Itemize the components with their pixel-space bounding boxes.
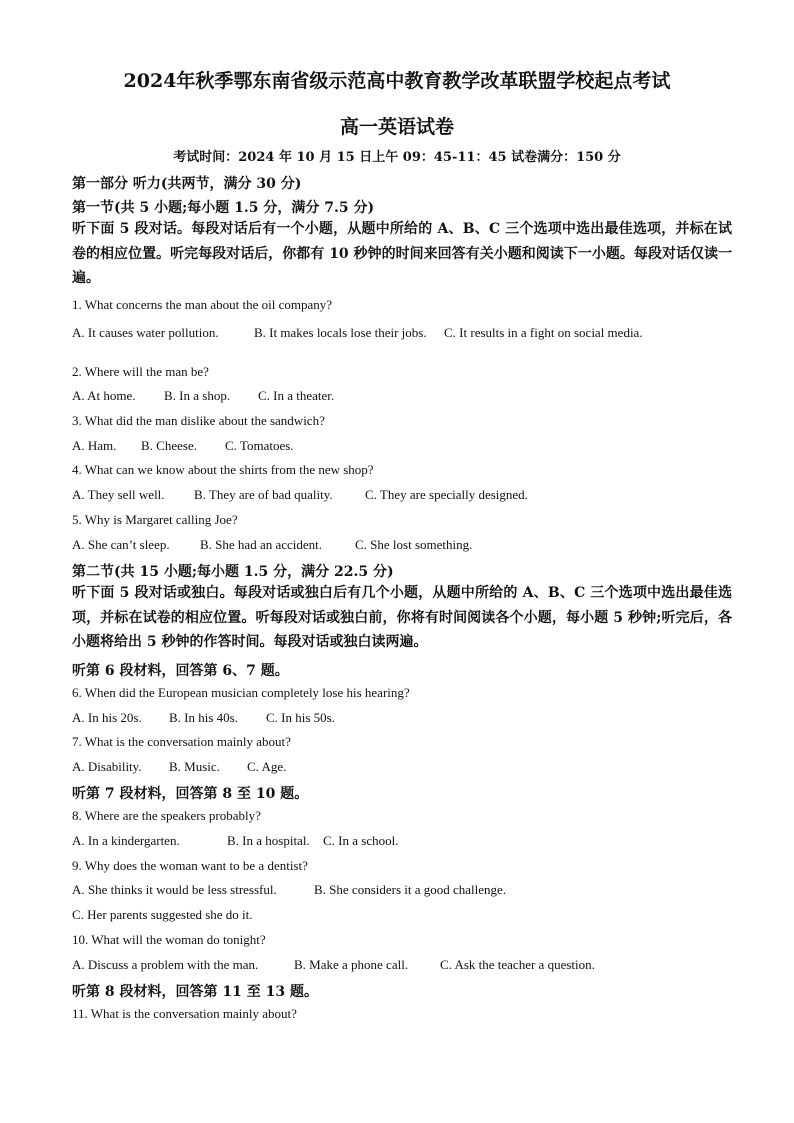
option-b: B. She considers it a good challenge.: [314, 882, 507, 897]
question-1: 1. What concerns the man about the oil company?: [72, 297, 333, 312]
option-c: C. Ask the teacher a question.: [440, 957, 595, 972]
option-a: A. Disability.: [72, 759, 142, 774]
section2-instructions: 听下面 5 段对话或独白。每段对话或独白后有几个小题，从题中所给的 A、B、C 三个选项中选出最佳选项，并标在试卷的相应位置。听每段对话或独白前，你将有时间阅读各个小题，每小题 5 秒钟;听完后，各小题将给出 5 秒钟的作答时间。每段对话或独白读两遍。: [72, 585, 732, 650]
question-6-options: [72, 710, 335, 726]
question-7: 7. What is the conversation mainly about?: [72, 734, 291, 749]
option-b: B. In a hospital.: [227, 833, 310, 848]
question-10: 10. What will the woman do tonight?: [72, 932, 266, 947]
question-5-options: [72, 537, 472, 553]
option-a: A. Ham.: [72, 438, 117, 453]
option-c: C. She lost something.: [355, 537, 473, 552]
question-1-options: [72, 325, 643, 341]
question-9: 9. Why does the woman want to be a dentist?: [72, 858, 308, 873]
option-a: A. At home.: [72, 388, 136, 403]
option-b: B. In a shop.: [164, 388, 231, 403]
option-a: A. She can’t sleep.: [72, 537, 170, 552]
option-a: A. In a kindergarten.: [72, 833, 180, 848]
material-6-heading: 听第 6 段材料，回答第 6、7 题。: [72, 663, 289, 679]
section2-heading: 第二节(共 15 小题;每小题 1.5 分，满分 22.5 分): [72, 564, 394, 580]
question-4: 4. What can we know about the shirts from the new shop?: [72, 462, 374, 477]
question-3-options: [72, 438, 294, 454]
option-b: B. Make a phone call.: [294, 957, 409, 972]
question-7-options: [72, 759, 286, 775]
option-a: A. She thinks it would be less stressful.: [72, 882, 277, 897]
option-a: A. It causes water pollution.: [72, 325, 219, 340]
exam-subtitle: 高一英语试卷: [339, 116, 454, 138]
section1-heading: 第一节(共 5 小题;每小题 1.5 分，满分 7.5 分): [72, 200, 375, 216]
part1-heading: 第一部分 听力(共两节，满分 30 分): [72, 176, 302, 192]
option-b: B. She had an accident.: [200, 537, 323, 552]
option-c: C. They are specially designed.: [365, 487, 528, 502]
option-c: C. Age.: [247, 759, 287, 774]
material-8-heading: 听第 8 段材料，回答第 11 至 13 题。: [72, 984, 318, 1000]
option-c: C. In his 50s.: [266, 710, 335, 725]
question-5: 5. Why is Margaret calling Joe?: [72, 512, 238, 527]
question-9-option-c: C. Her parents suggested she do it.: [72, 907, 253, 922]
question-6: 6. When did the European musician completely lose his hearing?: [72, 685, 410, 700]
option-c: C. In a school.: [323, 833, 399, 848]
exam-title: 2024年秋季鄂东南省级示范高中教育教学改革联盟学校起点考试: [123, 70, 671, 92]
exam-info: 考试时间：2024 年 10 月 15 日上午 09：45-11：45 试卷满分：150 分: [173, 150, 621, 165]
option-a: A. Discuss a problem with the man.: [72, 957, 259, 972]
question-3: 3. What did the man dislike about the sandwich?: [72, 413, 325, 428]
material-7-heading: 听第 7 段材料，回答第 8 至 10 题。: [72, 786, 309, 802]
option-b: B. They are of bad quality.: [194, 487, 333, 502]
option-b: B. It makes locals lose their jobs.: [254, 325, 427, 340]
option-b: B. Cheese.: [141, 438, 197, 453]
question-4-options: [72, 487, 528, 503]
option-c: C. Tomatoes.: [225, 438, 294, 453]
option-a: A. They sell well.: [72, 487, 165, 502]
option-a: A. In his 20s.: [72, 710, 142, 725]
option-c: C. In a theater.: [258, 388, 335, 403]
question-2: 2. Where will the man be?: [72, 364, 209, 379]
section1-instructions: 听下面 5 段对话。每段对话后有一个小题，从题中所给的 A、B、C 三个选项中选出最佳选项，并标在试卷的相应位置。听完每段对话后，你都有 10 秒钟的时间来回答有关小题和阅读下一小题。每段对话仅读一遍。: [72, 221, 732, 286]
option-b: B. Music.: [169, 759, 220, 774]
question-8-options: [72, 833, 398, 849]
question-9-options: [72, 882, 506, 898]
option-b: B. In his 40s.: [169, 710, 238, 725]
question-2-options: [72, 388, 334, 404]
question-8: 8. Where are the speakers probably?: [72, 808, 261, 823]
question-10-options: [72, 957, 595, 973]
option-c: C. It results in a fight on social media.: [444, 325, 643, 340]
question-11: 11. What is the conversation mainly about?: [72, 1006, 297, 1021]
